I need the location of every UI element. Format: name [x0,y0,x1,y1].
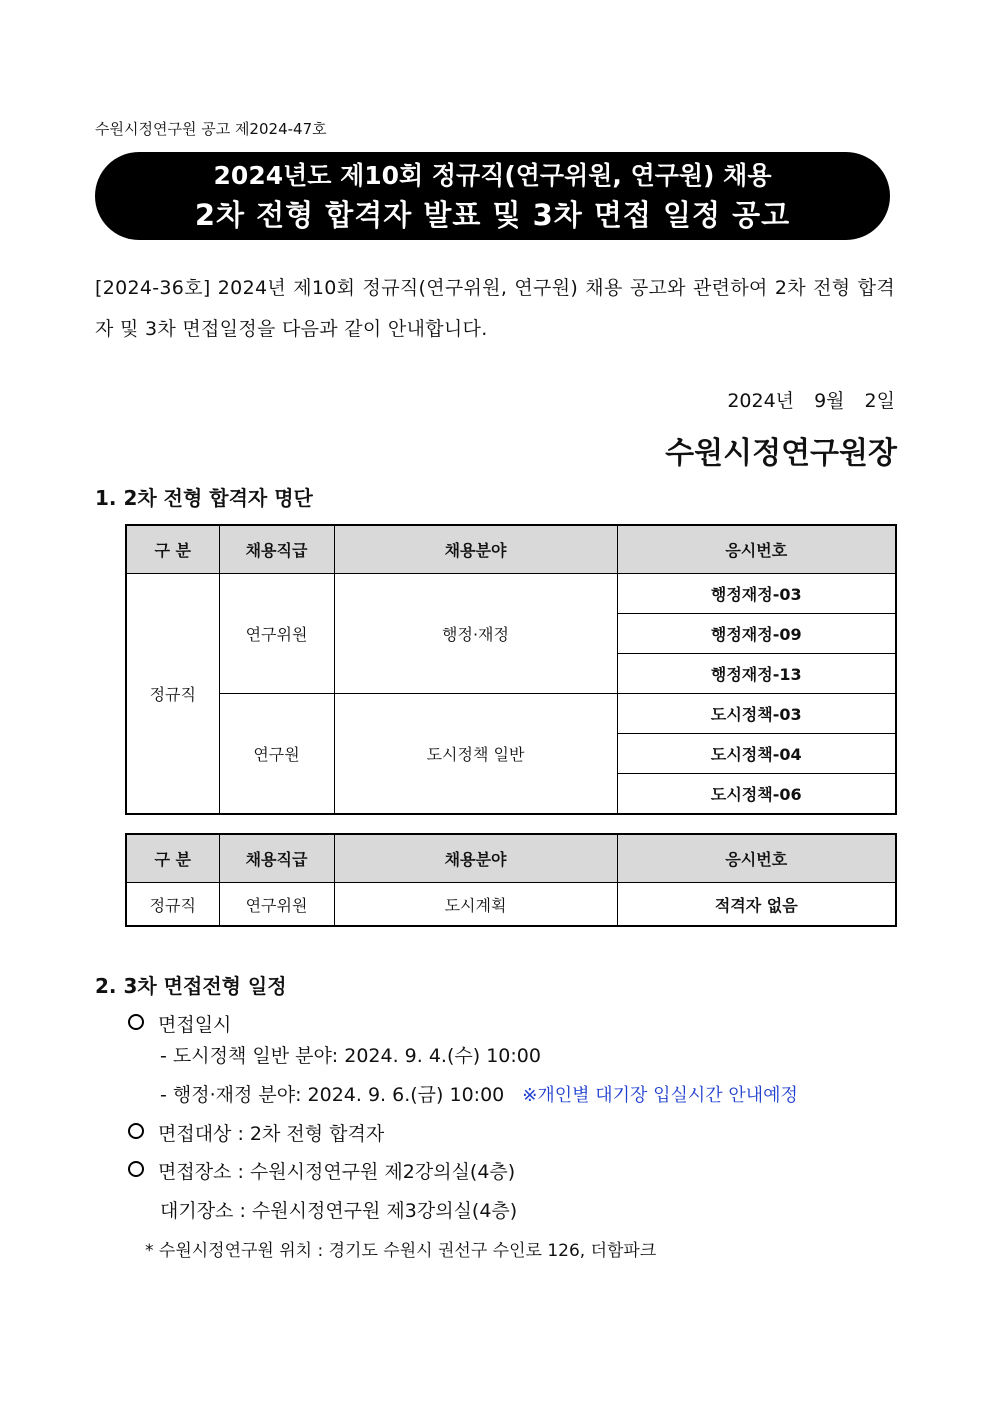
title-banner [95,152,890,240]
header-field: 채용분야 [334,834,617,883]
header-category: 구 분 [126,834,219,883]
circle-bullet-icon [128,1014,144,1030]
no-pass-table [125,833,897,927]
rank-cell: 연구위원 [219,574,334,694]
applicant-number: 도시정책-03 [617,694,896,734]
waiting-room: 대기장소 : 수원시정연구원 제3강의실(4층) [160,1200,518,1222]
table-row [126,694,896,734]
field-cell: 도시정책 일반 [334,694,617,815]
intro-paragraph: [2024-36호] 2024년 제10회 정규직(연구위원, 연구원) 채용 공고와 관련하여 2차 전형 합격자 및 3차 면접일정을 다음과 같이 안내합니다. [95,277,895,340]
field-cell: 행정·재정 [334,574,617,694]
pass-list-table [125,524,897,815]
header-rank: 채용직급 [219,525,334,574]
table-header-row [126,834,896,883]
banner-title-line1: 2024년도 제10회 정규직(연구위원, 연구원) 채용 [213,161,772,190]
table-row [126,883,896,927]
header-number: 응시번호 [617,525,896,574]
applicant-number: 적격자 없음 [617,883,896,927]
category-cell: 정규직 [126,574,219,815]
circle-bullet-icon [128,1123,144,1139]
rank-cell: 연구위원 [219,883,334,927]
schedule-datetime [128,1010,231,1037]
header-rank: 채용직급 [219,834,334,883]
location-note: * 수원시정연구원 위치 : 경기도 수원시 권선구 수인로 126, 더함파크 [145,1241,657,1261]
venue-text: 면접장소 : 수원시정연구원 제2강의실(4층) [158,1161,516,1183]
schedule-venue [128,1157,515,1184]
section2-title: 2. 3차 면접전형 일정 [95,974,287,998]
banner-title-line2: 2차 전형 합격자 발표 및 3차 면접 일정 공고 [194,198,791,232]
rank-cell: 연구원 [219,694,334,815]
section1-title: 1. 2차 전형 합격자 명단 [95,486,313,510]
field-cell: 도시계획 [334,883,617,927]
circle-bullet-icon [128,1161,144,1177]
header-number: 응시번호 [617,834,896,883]
datetime-line1: - 도시정책 일반 분야: 2024. 9. 4.(수) 10:00 [160,1045,541,1067]
applicant-number: 행정재정-09 [617,614,896,654]
datetime-line2-row [160,1080,798,1107]
table-header-row [126,525,896,574]
applicant-number: 행정재정-13 [617,654,896,694]
schedule-target [128,1119,384,1146]
category-cell: 정규직 [126,883,219,927]
datetime-note: ※개인별 대기장 입실시간 안내예정 [522,1085,798,1106]
datetime-label: 면접일시 [158,1014,232,1036]
table-row [126,574,896,614]
datetime-line2: - 행정·재정 분야: 2024. 9. 6.(금) 10:00 [160,1084,505,1106]
target-text: 면접대상 : 2차 전형 합격자 [158,1123,385,1145]
header-field: 채용분야 [334,525,617,574]
applicant-number: 도시정책-06 [617,774,896,815]
issuer-name: 수원시정연구원장 [665,436,897,471]
applicant-number: 도시정책-04 [617,734,896,774]
announcement-date: 2024년 9월 2일 [727,390,895,412]
applicant-number: 행정재정-03 [617,574,896,614]
header-category: 구 분 [126,525,219,574]
notice-number: 수원시정연구원 공고 제2024-47호 [95,120,327,138]
